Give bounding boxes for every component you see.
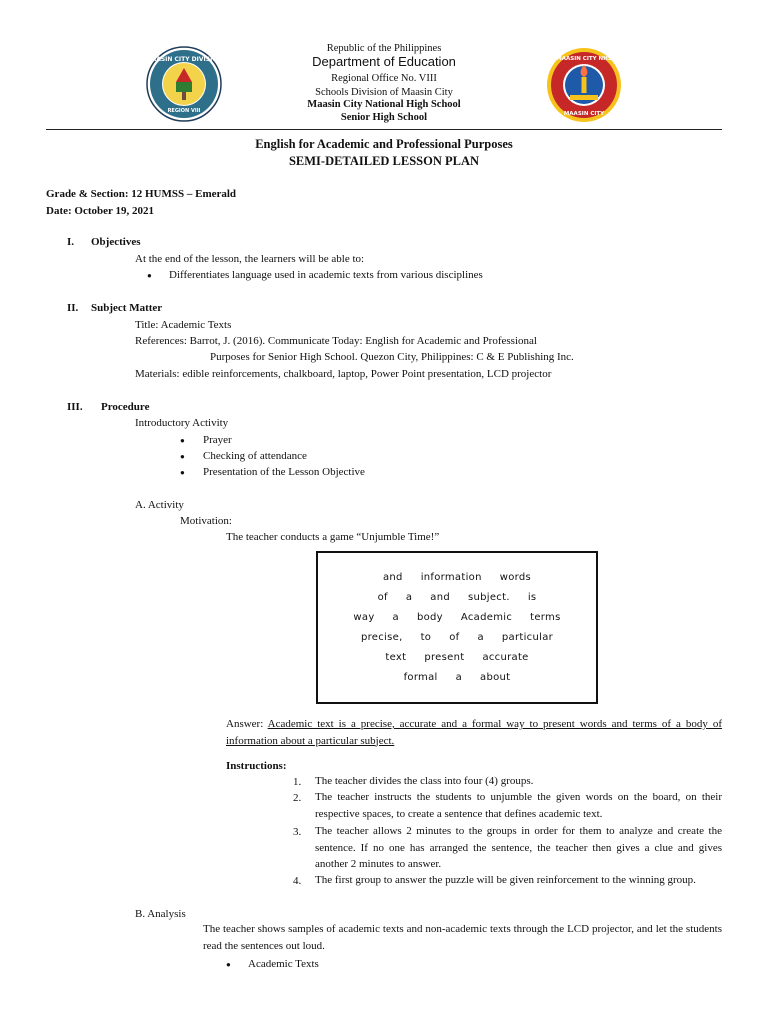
word-line [318, 572, 596, 583]
objectives-intro: At the end of the lesson, the learners will be able to: [135, 253, 365, 265]
header-shs: Senior High School [340, 112, 428, 123]
analysis-text: The teacher shows samples of academic texts and non-academic texts through the LCD projector, and let the students read the sentences out loud. [203, 923, 722, 952]
jumbled-word: Academic [460, 612, 513, 623]
instruction-number: 1. [293, 776, 302, 788]
jumbled-word: of [449, 632, 460, 643]
jumbled-word: accurate [482, 652, 529, 663]
jumbled-word: a [405, 592, 413, 603]
header-department: Department of Education [312, 54, 456, 69]
instruction-number: 2. [293, 792, 302, 804]
section-number-subject-matter: II. [67, 302, 79, 314]
jumbled-word: formal [403, 672, 438, 683]
instruction-number: 4. [293, 875, 302, 887]
document-subject-title: English for Academic and Professional Purposes [255, 137, 513, 151]
jumbled-word: present [424, 652, 465, 663]
jumbled-word: terms [530, 612, 561, 623]
lesson-date: Date: October 19, 2021 [46, 205, 154, 217]
intro-item: Prayer [203, 434, 232, 446]
jumbled-word: and [430, 592, 450, 603]
header-republic: Republic of the Philippines [326, 43, 442, 54]
jumbled-word: particular [501, 632, 554, 643]
jumbled-word: precise, [360, 632, 403, 643]
jumbled-word: of [377, 592, 388, 603]
bullet-icon: ● [180, 452, 185, 461]
document-lesson-plan-title: SEMI-DETAILED LESSON PLAN [288, 154, 480, 168]
section-heading-objectives: Objectives [91, 236, 141, 248]
instruction-text: The teacher divides the class into four (4) groups. [315, 775, 534, 787]
jumbled-word: body [416, 612, 443, 623]
bullet-icon: ● [147, 271, 152, 280]
jumbled-word: a [455, 672, 463, 683]
jumbled-word: way [353, 612, 375, 623]
svg-text:MAASIN CITY DIVISION: MAASIN CITY DIVISION [146, 56, 222, 63]
word-line [318, 612, 596, 623]
svg-text:MAASIN CITY: MAASIN CITY [563, 111, 605, 117]
header-regional-office: Regional Office No. VIII [331, 73, 437, 84]
analysis-item: Academic Texts [248, 958, 319, 970]
word-line [318, 632, 596, 643]
intro-item: Presentation of the Lesson Objective [203, 466, 365, 478]
bullet-icon: ● [180, 436, 185, 445]
instruction-text: The teacher instructs the students to unjumble the given words on the board, on their respective spaces, to create a sentence that defines academic text. [315, 791, 722, 820]
header-divider [46, 129, 722, 130]
subject-references-cont: Purposes for Senior High School. Quezon City, Philippines: C & E Publishing Inc. [210, 351, 574, 363]
section-heading-subject-matter: Subject Matter [91, 302, 163, 314]
instruction-text: The teacher allows 2 minutes to the groups in order for them to analyze and create the sentence. If no one has arranged the sentence, the teacher then gives a clue and gives another 2 minutes to answer. [315, 825, 722, 870]
subject-title: Title: Academic Texts [135, 319, 232, 331]
section-heading-procedure: Procedure [101, 401, 150, 413]
jumbled-word: words [499, 572, 532, 583]
game-description: The teacher conducts a game “Unjumble Time!” [226, 531, 440, 543]
bullet-icon: ● [226, 960, 231, 969]
grade-section: Grade & Section: 12 HUMSS – Emerald [46, 188, 237, 200]
subject-references: References: Barrot, J. (2016). Communicate Today: English for Academic and Professional [135, 335, 537, 347]
instruction-text: The first group to answer the puzzle will be given reinforcement to the winning group. [315, 874, 696, 886]
intro-item: Checking of attendance [203, 450, 307, 462]
jumbled-word: is [527, 592, 537, 603]
word-line [318, 652, 596, 663]
section-number-procedure: III. [67, 401, 83, 413]
svg-text:REGION VIII: REGION VIII [167, 108, 201, 114]
jumbled-word: a [392, 612, 399, 623]
header-school: Maasin City National High School [307, 99, 461, 110]
activity-label: A. Activity [135, 499, 184, 511]
objective-item: Differentiates language used in academic texts from various disciplines [169, 269, 483, 281]
analysis-label: B. Analysis [135, 908, 186, 920]
jumbled-word: subject. [467, 592, 510, 603]
instruction-number: 3. [293, 826, 302, 838]
answer-paragraph [226, 716, 722, 749]
header-division: Schools Division of Maasin City [315, 87, 453, 98]
subject-materials: Materials: edible reinforcements, chalkboard, laptop, Power Point presentation, LCD projector [135, 368, 552, 380]
bullet-icon: ● [180, 468, 185, 477]
jumbled-word: and [382, 572, 403, 583]
jumbled-word: to [420, 632, 432, 643]
introductory-activity: Introductory Activity [135, 417, 229, 429]
jumbled-word: information [420, 572, 482, 583]
answer-label: Answer: [226, 718, 268, 730]
answer-text: Academic text is a precise, accurate and a formal way to present words and terms of a body of information about a particular subject. [226, 718, 722, 747]
motivation-label: Motivation: [180, 515, 232, 527]
instructions-heading: Instructions: [226, 760, 287, 772]
svg-text:MAASIN CITY NHS: MAASIN CITY NHS [556, 56, 612, 62]
word-line [318, 672, 596, 683]
unjumble-word-box [316, 551, 598, 704]
jumbled-word: about [480, 672, 511, 683]
word-line [318, 592, 596, 603]
section-number-objectives: I. [67, 236, 75, 248]
jumbled-word: text [385, 652, 407, 663]
jumbled-word: a [477, 632, 484, 643]
